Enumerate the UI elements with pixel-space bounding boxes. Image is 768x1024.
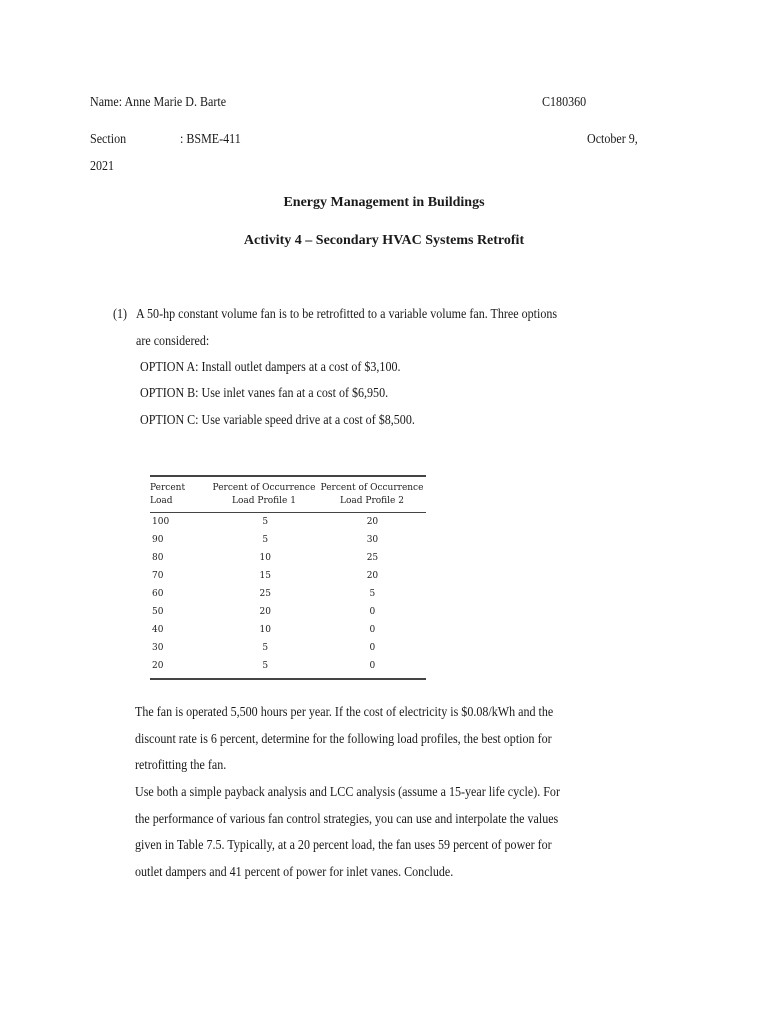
table-cell: 0 xyxy=(369,607,376,617)
table-bottom-rule xyxy=(150,678,426,680)
student-id: C180360 xyxy=(542,95,587,110)
paragraph-line: the performance of various fan control strategies, you can use and interpolate the values xyxy=(135,811,559,827)
table-cell: 5 xyxy=(262,661,269,671)
table-cell: 0 xyxy=(369,625,376,635)
paragraph-line: retrofitting the fan. xyxy=(135,758,227,773)
course-title: Energy Management in Buildings xyxy=(283,195,485,210)
table-cell: 5 xyxy=(262,517,269,527)
option-a: OPTION A: Install outlet dampers at a cost of $3,100. xyxy=(140,360,401,375)
paragraph-operation xyxy=(135,700,678,780)
table-cell: 100 xyxy=(152,517,170,527)
option-b: OPTION B: Use inlet vanes fan at a cost of $6,950. xyxy=(140,386,389,401)
header-text: Load xyxy=(150,496,173,506)
table-cell: 70 xyxy=(152,571,164,581)
problem-line2: are considered: xyxy=(136,334,210,349)
table-cell: 20 xyxy=(152,661,164,671)
paragraph-line: Use both a simple payback analysis and LCC analysis (assume a 15-year life cycle). For xyxy=(135,785,560,800)
paragraph-instructions xyxy=(135,780,678,886)
date-line1: October 9, xyxy=(587,132,638,147)
header-text: Percent of Occurrence xyxy=(320,483,424,493)
date-line2: 2021 xyxy=(90,159,115,174)
table-cell: 80 xyxy=(152,553,164,563)
header-text: Percent of Occurrence xyxy=(212,483,316,493)
table-cell: 25 xyxy=(366,553,379,563)
table-cell: 50 xyxy=(152,607,164,617)
table-cell: 10 xyxy=(259,625,271,635)
table-row xyxy=(150,567,426,585)
problem-line1: A 50-hp constant volume fan is to be retrofitted to a variable volume fan. Three options xyxy=(136,307,558,322)
table-cell: 20 xyxy=(366,517,379,527)
table-cell: 0 xyxy=(369,643,376,653)
table-row xyxy=(150,513,426,531)
table-row xyxy=(150,657,426,675)
table-row xyxy=(150,639,426,657)
table-cell: 5 xyxy=(262,535,269,545)
section-label: Section xyxy=(90,132,127,147)
paragraph-line: given in Table 7.5. Typically, at a 20 percent load, the fan uses 59 percent of power for xyxy=(135,838,552,853)
table-cell: 30 xyxy=(366,535,379,545)
table-cell: 90 xyxy=(152,535,164,545)
section-value: : BSME-411 xyxy=(180,132,241,147)
table-cell: 30 xyxy=(152,643,164,653)
table-row xyxy=(150,585,426,603)
header-profile-2 xyxy=(318,477,426,512)
table-row xyxy=(150,549,426,567)
table-row xyxy=(150,621,426,639)
table-cell: 60 xyxy=(152,589,164,599)
header-percent-load xyxy=(150,477,210,512)
table-cell: 10 xyxy=(259,553,271,563)
table-cell: 5 xyxy=(369,589,376,599)
activity-title: Activity 4 – Secondary HVAC Systems Retrofit xyxy=(243,233,525,248)
table-header-row xyxy=(150,477,426,512)
table-cell: 15 xyxy=(259,571,271,581)
problem-number: (1) xyxy=(113,307,128,322)
table-cell: 25 xyxy=(259,589,271,599)
table-row xyxy=(150,603,426,621)
header-profile-1 xyxy=(210,477,318,512)
paragraph-line: discount rate is 6 percent, determine for the following load profiles, the best option for xyxy=(135,731,552,747)
student-name: Name: Anne Marie D. Barte xyxy=(90,95,227,110)
paragraph-line: The fan is operated 5,500 hours per year. If the cost of electricity is $0.08/kWh and the xyxy=(135,705,554,720)
table-row xyxy=(150,531,426,549)
table-cell: 20 xyxy=(366,571,379,581)
option-c: OPTION C: Use variable speed drive at a cost of $8,500. xyxy=(140,413,415,428)
table-cell: 5 xyxy=(262,643,269,653)
table-cell: 0 xyxy=(369,661,376,671)
header-text: Load Profile 2 xyxy=(340,496,404,506)
table-cell: 20 xyxy=(259,607,271,617)
paragraph-line: outlet dampers and 41 percent of power for inlet vanes. Conclude. xyxy=(135,864,454,880)
load-profile-table xyxy=(150,475,426,680)
header-text: Percent xyxy=(150,483,186,493)
header-text: Load Profile 1 xyxy=(232,496,296,506)
table-cell: 40 xyxy=(152,625,164,635)
